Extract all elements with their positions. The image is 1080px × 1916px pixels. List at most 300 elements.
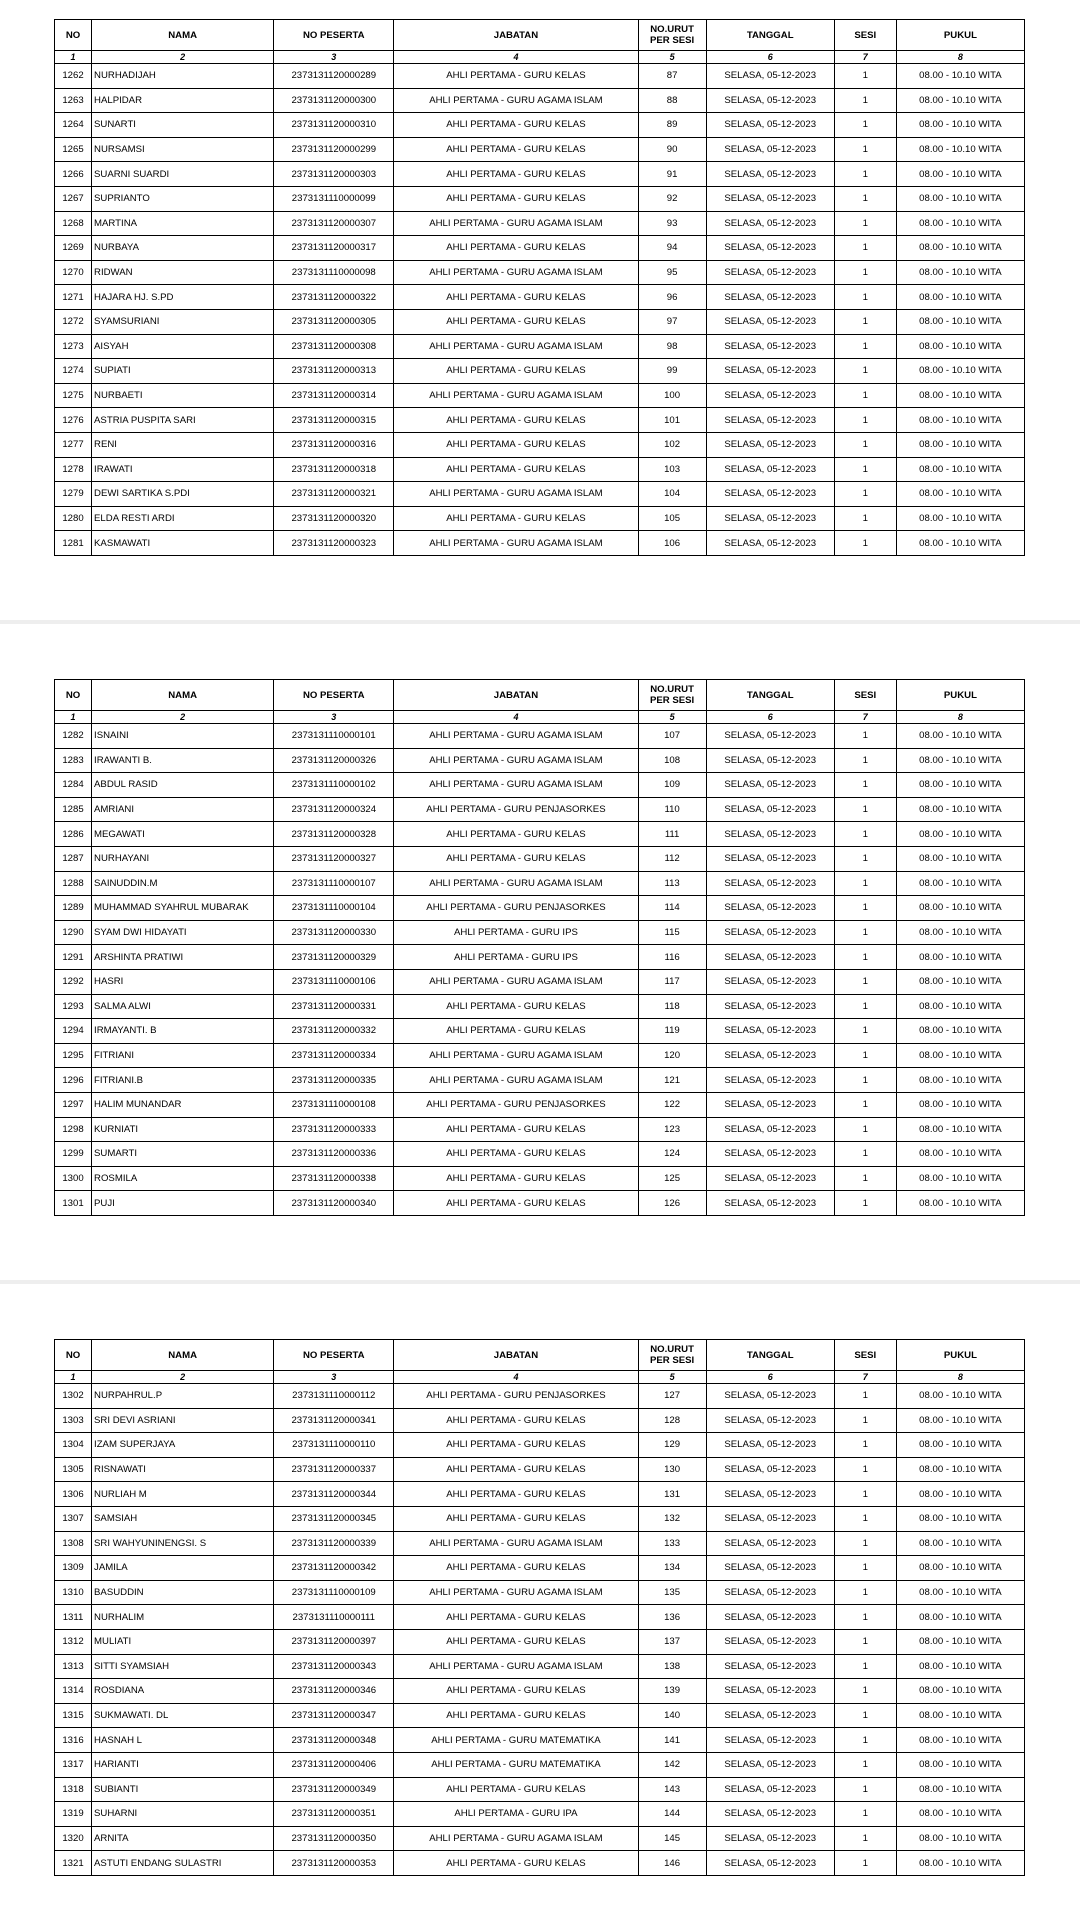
- cell-jabatan: AHLI PERTAMA - GURU AGAMA ISLAM: [394, 748, 638, 773]
- cell-nama: ASTUTI ENDANG SULASTRI: [92, 1851, 274, 1876]
- cell-tanggal: SELASA, 05-12-2023: [706, 1728, 834, 1753]
- column-index-row: [55, 711, 1025, 724]
- cell-jabatan: AHLI PERTAMA - GURU KELAS: [394, 285, 638, 310]
- table-header-row: [55, 680, 1025, 711]
- cell-no-urut: 135: [638, 1580, 706, 1605]
- cell-nama: SRI WAHYUNINENGSI. S: [92, 1531, 274, 1556]
- cell-sesi: 1: [834, 1580, 896, 1605]
- cell-no: 1286: [55, 822, 92, 847]
- cell-sesi: 1: [834, 1457, 896, 1482]
- table-row: [55, 137, 1025, 162]
- cell-no-urut: 93: [638, 211, 706, 236]
- cell-no-urut: 136: [638, 1605, 706, 1630]
- cell-tanggal: SELASA, 05-12-2023: [706, 309, 834, 334]
- table-row: [55, 1457, 1025, 1482]
- cell-jabatan: AHLI PERTAMA - GURU IPS: [394, 920, 638, 945]
- cell-nama: MARTINA: [92, 211, 274, 236]
- table-row: [55, 1408, 1025, 1433]
- cell-tanggal: SELASA, 05-12-2023: [706, 920, 834, 945]
- table-row: [55, 1019, 1025, 1044]
- cell-no-peserta: 2373131120000289: [274, 64, 394, 89]
- table-row: [55, 773, 1025, 798]
- cell-jabatan: AHLI PERTAMA - GURU KELAS: [394, 1482, 638, 1507]
- cell-nama: ROSDIANA: [92, 1679, 274, 1704]
- cell-no-urut: 90: [638, 137, 706, 162]
- column-index: 2: [92, 711, 274, 724]
- table-row: [55, 1166, 1025, 1191]
- table-row: [55, 969, 1025, 994]
- cell-pukul: 08.00 - 10.10 WITA: [896, 408, 1024, 433]
- cell-tanggal: SELASA, 05-12-2023: [706, 969, 834, 994]
- cell-sesi: 1: [834, 1654, 896, 1679]
- cell-jabatan: AHLI PERTAMA - GURU KELAS: [394, 846, 638, 871]
- cell-tanggal: SELASA, 05-12-2023: [706, 64, 834, 89]
- cell-nama: SUPRIANTO: [92, 186, 274, 211]
- table-row: [55, 334, 1025, 359]
- cell-nama: NURBAYA: [92, 236, 274, 261]
- cell-nama: HASNAH L: [92, 1728, 274, 1753]
- cell-nama: NURPAHRUL.P: [92, 1384, 274, 1409]
- cell-jabatan: AHLI PERTAMA - GURU KELAS: [394, 1556, 638, 1581]
- column-index: 3: [274, 711, 394, 724]
- table-row: [55, 383, 1025, 408]
- cell-tanggal: SELASA, 05-12-2023: [706, 285, 834, 310]
- cell-nama: NURHAYANI: [92, 846, 274, 871]
- cell-pukul: 08.00 - 10.10 WITA: [896, 1142, 1024, 1167]
- cell-pukul: 08.00 - 10.10 WITA: [896, 1433, 1024, 1458]
- table-row: [55, 945, 1025, 970]
- cell-nama: MUHAMMAD SYAHRUL MUBARAK: [92, 896, 274, 921]
- cell-no: 1301: [55, 1191, 92, 1216]
- column-index: 7: [834, 1371, 896, 1384]
- column-index: 4: [394, 51, 638, 64]
- cell-no-peserta: 2373131120000329: [274, 945, 394, 970]
- cell-jabatan: AHLI PERTAMA - GURU KELAS: [394, 309, 638, 334]
- cell-no-urut: 146: [638, 1851, 706, 1876]
- cell-no-peserta: 2373131120000331: [274, 994, 394, 1019]
- cell-no-urut: 95: [638, 260, 706, 285]
- cell-sesi: 1: [834, 1531, 896, 1556]
- table-row: [55, 994, 1025, 1019]
- cell-jabatan: AHLI PERTAMA - GURU AGAMA ISLAM: [394, 334, 638, 359]
- cell-no: 1274: [55, 359, 92, 384]
- cell-sesi: 1: [834, 797, 896, 822]
- cell-jabatan: AHLI PERTAMA - GURU AGAMA ISLAM: [394, 1580, 638, 1605]
- cell-no-urut: 137: [638, 1629, 706, 1654]
- cell-no-urut: 102: [638, 432, 706, 457]
- column-index: 1: [55, 711, 92, 724]
- cell-no-peserta: 2373131110000104: [274, 896, 394, 921]
- cell-nama: AMRIANI: [92, 797, 274, 822]
- cell-tanggal: SELASA, 05-12-2023: [706, 846, 834, 871]
- cell-pukul: 08.00 - 10.10 WITA: [896, 1752, 1024, 1777]
- cell-no-peserta: 2373131120000345: [274, 1506, 394, 1531]
- cell-nama: NURSAMSI: [92, 137, 274, 162]
- cell-nama: HASRI: [92, 969, 274, 994]
- cell-pukul: 08.00 - 10.10 WITA: [896, 1851, 1024, 1876]
- cell-no: 1320: [55, 1826, 92, 1851]
- cell-no-peserta: 2373131120000314: [274, 383, 394, 408]
- cell-no-urut: 100: [638, 383, 706, 408]
- column-index: 6: [706, 711, 834, 724]
- cell-no-peserta: 2373131110000111: [274, 1605, 394, 1630]
- cell-nama: SUNARTI: [92, 113, 274, 138]
- cell-jabatan: AHLI PERTAMA - GURU KELAS: [394, 1142, 638, 1167]
- column-index: 5: [638, 711, 706, 724]
- cell-no: 1304: [55, 1433, 92, 1458]
- cell-jabatan: AHLI PERTAMA - GURU KELAS: [394, 1191, 638, 1216]
- cell-pukul: 08.00 - 10.10 WITA: [896, 1531, 1024, 1556]
- cell-no: 1267: [55, 186, 92, 211]
- cell-pukul: 08.00 - 10.10 WITA: [896, 309, 1024, 334]
- cell-jabatan: AHLI PERTAMA - GURU KELAS: [394, 1457, 638, 1482]
- cell-pukul: 08.00 - 10.10 WITA: [896, 846, 1024, 871]
- table-row: [55, 432, 1025, 457]
- cell-pukul: 08.00 - 10.10 WITA: [896, 1457, 1024, 1482]
- cell-no-urut: 110: [638, 797, 706, 822]
- cell-nama: KURNIATI: [92, 1117, 274, 1142]
- cell-pukul: 08.00 - 10.10 WITA: [896, 383, 1024, 408]
- cell-no: 1269: [55, 236, 92, 261]
- cell-jabatan: AHLI PERTAMA - GURU KELAS: [394, 1019, 638, 1044]
- cell-sesi: 1: [834, 236, 896, 261]
- cell-sesi: 1: [834, 64, 896, 89]
- table-header-row: [55, 1340, 1025, 1371]
- cell-jabatan: AHLI PERTAMA - GURU AGAMA ISLAM: [394, 211, 638, 236]
- cell-tanggal: SELASA, 05-12-2023: [706, 1851, 834, 1876]
- cell-sesi: 1: [834, 1384, 896, 1409]
- table-row: [55, 1117, 1025, 1142]
- cell-nama: SUHARNI: [92, 1802, 274, 1827]
- cell-pukul: 08.00 - 10.10 WITA: [896, 822, 1024, 847]
- cell-no: 1307: [55, 1506, 92, 1531]
- cell-sesi: 1: [834, 1826, 896, 1851]
- table-row: [55, 724, 1025, 749]
- cell-no-peserta: 2373131110000099: [274, 186, 394, 211]
- cell-tanggal: SELASA, 05-12-2023: [706, 1092, 834, 1117]
- cell-no-urut: 120: [638, 1043, 706, 1068]
- cell-pukul: 08.00 - 10.10 WITA: [896, 506, 1024, 531]
- cell-pukul: 08.00 - 10.10 WITA: [896, 64, 1024, 89]
- cell-no-peserta: 2373131120000397: [274, 1629, 394, 1654]
- column-index: 4: [394, 1371, 638, 1384]
- cell-pukul: 08.00 - 10.10 WITA: [896, 797, 1024, 822]
- cell-nama: SUBIANTI: [92, 1777, 274, 1802]
- cell-tanggal: SELASA, 05-12-2023: [706, 1142, 834, 1167]
- cell-no: 1285: [55, 797, 92, 822]
- cell-no-peserta: 2373131120000321: [274, 482, 394, 507]
- table-row: [55, 822, 1025, 847]
- cell-no-peserta: 2373131120000322: [274, 285, 394, 310]
- cell-sesi: 1: [834, 1629, 896, 1654]
- cell-jabatan: AHLI PERTAMA - GURU AGAMA ISLAM: [394, 724, 638, 749]
- cell-no: 1303: [55, 1408, 92, 1433]
- cell-no-peserta: 2373131120000346: [274, 1679, 394, 1704]
- column-index-row: [55, 1371, 1025, 1384]
- cell-pukul: 08.00 - 10.10 WITA: [896, 1117, 1024, 1142]
- cell-pukul: 08.00 - 10.10 WITA: [896, 162, 1024, 187]
- cell-nama: SYAM DWI HIDAYATI: [92, 920, 274, 945]
- cell-nama: MULIATI: [92, 1629, 274, 1654]
- cell-jabatan: AHLI PERTAMA - GURU KELAS: [394, 64, 638, 89]
- cell-tanggal: SELASA, 05-12-2023: [706, 1605, 834, 1630]
- cell-tanggal: SELASA, 05-12-2023: [706, 1117, 834, 1142]
- cell-no-urut: 116: [638, 945, 706, 970]
- cell-no-urut: 118: [638, 994, 706, 1019]
- table-row: [55, 88, 1025, 113]
- cell-no-peserta: 2373131120000338: [274, 1166, 394, 1191]
- cell-jabatan: AHLI PERTAMA - GURU MATEMATIKA: [394, 1752, 638, 1777]
- table-row: [55, 457, 1025, 482]
- cell-no: 1283: [55, 748, 92, 773]
- cell-jabatan: AHLI PERTAMA - GURU KELAS: [394, 457, 638, 482]
- cell-no-urut: 145: [638, 1826, 706, 1851]
- cell-sesi: 1: [834, 748, 896, 773]
- cell-no: 1280: [55, 506, 92, 531]
- cell-nama: MEGAWATI: [92, 822, 274, 847]
- cell-no: 1276: [55, 408, 92, 433]
- cell-no-urut: 91: [638, 162, 706, 187]
- cell-no-urut: 105: [638, 506, 706, 531]
- cell-tanggal: SELASA, 05-12-2023: [706, 457, 834, 482]
- cell-no-urut: 139: [638, 1679, 706, 1704]
- cell-sesi: 1: [834, 1679, 896, 1704]
- cell-no: 1262: [55, 64, 92, 89]
- roster-table: [54, 679, 1025, 1216]
- cell-jabatan: AHLI PERTAMA - GURU AGAMA ISLAM: [394, 871, 638, 896]
- cell-pukul: 08.00 - 10.10 WITA: [896, 1826, 1024, 1851]
- cell-no-peserta: 2373131120000334: [274, 1043, 394, 1068]
- column-index: 3: [274, 1371, 394, 1384]
- cell-tanggal: SELASA, 05-12-2023: [706, 1433, 834, 1458]
- cell-nama: FITRIANI: [92, 1043, 274, 1068]
- table-row: [55, 531, 1025, 556]
- column-index: 7: [834, 711, 896, 724]
- cell-no-peserta: 2373131120000318: [274, 457, 394, 482]
- header-no-peserta: NO PESERTA: [274, 20, 394, 51]
- column-index: 8: [896, 711, 1024, 724]
- cell-tanggal: SELASA, 05-12-2023: [706, 945, 834, 970]
- cell-pukul: 08.00 - 10.10 WITA: [896, 113, 1024, 138]
- table-row: [55, 1679, 1025, 1704]
- header-no-peserta: NO PESERTA: [274, 1340, 394, 1371]
- cell-nama: IRAWATI: [92, 457, 274, 482]
- cell-sesi: 1: [834, 531, 896, 556]
- cell-jabatan: AHLI PERTAMA - GURU KELAS: [394, 1506, 638, 1531]
- cell-no-peserta: 2373131120000406: [274, 1752, 394, 1777]
- cell-no: 1272: [55, 309, 92, 334]
- column-index: 2: [92, 51, 274, 64]
- cell-no-peserta: 2373131120000336: [274, 1142, 394, 1167]
- cell-pukul: 08.00 - 10.10 WITA: [896, 1679, 1024, 1704]
- cell-no-urut: 134: [638, 1556, 706, 1581]
- cell-sesi: 1: [834, 1506, 896, 1531]
- cell-no-urut: 144: [638, 1802, 706, 1827]
- cell-tanggal: SELASA, 05-12-2023: [706, 1068, 834, 1093]
- cell-tanggal: SELASA, 05-12-2023: [706, 1531, 834, 1556]
- cell-nama: ROSMILA: [92, 1166, 274, 1191]
- cell-no-peserta: 2373131110000106: [274, 969, 394, 994]
- cell-jabatan: AHLI PERTAMA - GURU AGAMA ISLAM: [394, 482, 638, 507]
- cell-no: 1292: [55, 969, 92, 994]
- cell-no-peserta: 2373131120000310: [274, 113, 394, 138]
- cell-jabatan: AHLI PERTAMA - GURU PENJASORKES: [394, 1092, 638, 1117]
- cell-jabatan: AHLI PERTAMA - GURU AGAMA ISLAM: [394, 773, 638, 798]
- table-row: [55, 113, 1025, 138]
- cell-no: 1309: [55, 1556, 92, 1581]
- cell-no: 1273: [55, 334, 92, 359]
- cell-no: 1265: [55, 137, 92, 162]
- cell-jabatan: AHLI PERTAMA - GURU KELAS: [394, 1166, 638, 1191]
- cell-sesi: 1: [834, 137, 896, 162]
- cell-no-urut: 121: [638, 1068, 706, 1093]
- cell-nama: HARIANTI: [92, 1752, 274, 1777]
- cell-no: 1297: [55, 1092, 92, 1117]
- cell-tanggal: SELASA, 05-12-2023: [706, 1019, 834, 1044]
- cell-nama: ARNITA: [92, 1826, 274, 1851]
- cell-pukul: 08.00 - 10.10 WITA: [896, 896, 1024, 921]
- column-index-row: [55, 51, 1025, 64]
- cell-nama: DEWI SARTIKA S.PDI: [92, 482, 274, 507]
- cell-no-peserta: 2373131110000110: [274, 1433, 394, 1458]
- cell-nama: SRI DEVI ASRIANI: [92, 1408, 274, 1433]
- cell-nama: SAINUDDIN.M: [92, 871, 274, 896]
- header-tanggal: TANGGAL: [706, 680, 834, 711]
- cell-jabatan: AHLI PERTAMA - GURU KELAS: [394, 137, 638, 162]
- cell-nama: ELDA RESTI ARDI: [92, 506, 274, 531]
- cell-no-peserta: 2373131120000303: [274, 162, 394, 187]
- cell-tanggal: SELASA, 05-12-2023: [706, 113, 834, 138]
- cell-tanggal: SELASA, 05-12-2023: [706, 871, 834, 896]
- cell-tanggal: SELASA, 05-12-2023: [706, 1384, 834, 1409]
- cell-nama: SUMARTI: [92, 1142, 274, 1167]
- cell-pukul: 08.00 - 10.10 WITA: [896, 945, 1024, 970]
- cell-tanggal: SELASA, 05-12-2023: [706, 1802, 834, 1827]
- cell-jabatan: AHLI PERTAMA - GURU IPS: [394, 945, 638, 970]
- header-nama: NAMA: [92, 680, 274, 711]
- cell-no-peserta: 2373131110000108: [274, 1092, 394, 1117]
- header-jabatan: JABATAN: [394, 680, 638, 711]
- cell-jabatan: AHLI PERTAMA - GURU AGAMA ISLAM: [394, 1531, 638, 1556]
- cell-no-peserta: 2373131120000340: [274, 1191, 394, 1216]
- table-row: [55, 1826, 1025, 1851]
- cell-no: 1295: [55, 1043, 92, 1068]
- cell-tanggal: SELASA, 05-12-2023: [706, 260, 834, 285]
- cell-sesi: 1: [834, 260, 896, 285]
- cell-no: 1312: [55, 1629, 92, 1654]
- header-nama: NAMA: [92, 20, 274, 51]
- cell-tanggal: SELASA, 05-12-2023: [706, 773, 834, 798]
- cell-no: 1288: [55, 871, 92, 896]
- cell-nama: SAMSIAH: [92, 1506, 274, 1531]
- cell-pukul: 08.00 - 10.10 WITA: [896, 236, 1024, 261]
- cell-jabatan: AHLI PERTAMA - GURU KELAS: [394, 1117, 638, 1142]
- cell-jabatan: AHLI PERTAMA - GURU AGAMA ISLAM: [394, 531, 638, 556]
- cell-jabatan: AHLI PERTAMA - GURU AGAMA ISLAM: [394, 383, 638, 408]
- cell-no: 1319: [55, 1802, 92, 1827]
- cell-no-urut: 99: [638, 359, 706, 384]
- cell-no: 1314: [55, 1679, 92, 1704]
- cell-no-peserta: 2373131120000315: [274, 408, 394, 433]
- cell-sesi: 1: [834, 457, 896, 482]
- table-row: [55, 748, 1025, 773]
- header-pukul: PUKUL: [896, 20, 1024, 51]
- cell-tanggal: SELASA, 05-12-2023: [706, 408, 834, 433]
- header-tanggal: TANGGAL: [706, 20, 834, 51]
- header-nama: NAMA: [92, 1340, 274, 1371]
- table-row: [55, 1556, 1025, 1581]
- cell-nama: RISNAWATI: [92, 1457, 274, 1482]
- cell-sesi: 1: [834, 1752, 896, 1777]
- cell-no-urut: 108: [638, 748, 706, 773]
- cell-no-peserta: 2373131120000317: [274, 236, 394, 261]
- cell-tanggal: SELASA, 05-12-2023: [706, 137, 834, 162]
- table-row: [55, 1506, 1025, 1531]
- cell-no: 1316: [55, 1728, 92, 1753]
- cell-jabatan: AHLI PERTAMA - GURU AGAMA ISLAM: [394, 1826, 638, 1851]
- cell-nama: KASMAWATI: [92, 531, 274, 556]
- cell-no: 1305: [55, 1457, 92, 1482]
- cell-no: 1310: [55, 1580, 92, 1605]
- cell-no-urut: 126: [638, 1191, 706, 1216]
- cell-sesi: 1: [834, 969, 896, 994]
- cell-sesi: 1: [834, 113, 896, 138]
- cell-no-peserta: 2373131120000330: [274, 920, 394, 945]
- table-row: [55, 1777, 1025, 1802]
- cell-no: 1284: [55, 773, 92, 798]
- cell-jabatan: AHLI PERTAMA - GURU KELAS: [394, 359, 638, 384]
- cell-no: 1275: [55, 383, 92, 408]
- column-index: 6: [706, 51, 834, 64]
- cell-sesi: 1: [834, 994, 896, 1019]
- table-row: [55, 1728, 1025, 1753]
- header-jabatan: JABATAN: [394, 20, 638, 51]
- cell-no-peserta: 2373131110000098: [274, 260, 394, 285]
- cell-sesi: 1: [834, 482, 896, 507]
- cell-jabatan: AHLI PERTAMA - GURU KELAS: [394, 113, 638, 138]
- cell-nama: IRMAYANTI. B: [92, 1019, 274, 1044]
- cell-nama: AISYAH: [92, 334, 274, 359]
- cell-no: 1313: [55, 1654, 92, 1679]
- cell-jabatan: AHLI PERTAMA - GURU KELAS: [394, 236, 638, 261]
- table-row: [55, 920, 1025, 945]
- cell-no-urut: 131: [638, 1482, 706, 1507]
- cell-tanggal: SELASA, 05-12-2023: [706, 162, 834, 187]
- cell-no-urut: 94: [638, 236, 706, 261]
- cell-no: 1268: [55, 211, 92, 236]
- cell-tanggal: SELASA, 05-12-2023: [706, 383, 834, 408]
- cell-no-urut: 123: [638, 1117, 706, 1142]
- cell-nama: ABDUL RASID: [92, 773, 274, 798]
- cell-no: 1281: [55, 531, 92, 556]
- header-no-urut: NO.URUT PER SESI: [638, 20, 706, 51]
- cell-no-urut: 92: [638, 186, 706, 211]
- cell-no-urut: 124: [638, 1142, 706, 1167]
- cell-jabatan: AHLI PERTAMA - GURU KELAS: [394, 432, 638, 457]
- column-index: 8: [896, 51, 1024, 64]
- table-row: [55, 1629, 1025, 1654]
- cell-sesi: 1: [834, 1556, 896, 1581]
- cell-no-peserta: 2373131120000308: [274, 334, 394, 359]
- cell-pukul: 08.00 - 10.10 WITA: [896, 1068, 1024, 1093]
- cell-tanggal: SELASA, 05-12-2023: [706, 432, 834, 457]
- table-row: [55, 1433, 1025, 1458]
- header-pukul: PUKUL: [896, 1340, 1024, 1371]
- cell-nama: JAMILA: [92, 1556, 274, 1581]
- cell-pukul: 08.00 - 10.10 WITA: [896, 531, 1024, 556]
- roster-table: [54, 1339, 1025, 1876]
- cell-no: 1263: [55, 88, 92, 113]
